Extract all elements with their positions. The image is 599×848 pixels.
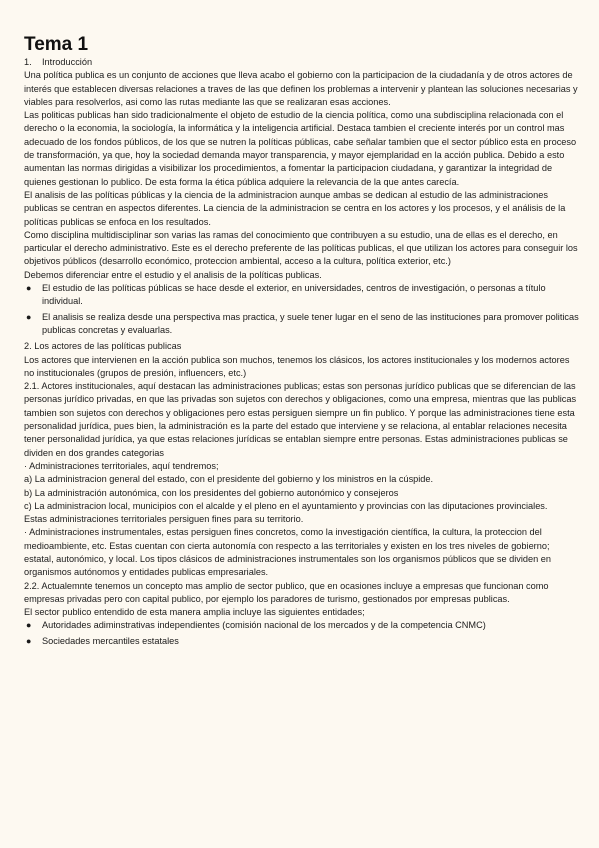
list-item	[24, 635, 581, 648]
paragraph-6: Los actores que intervienen en la acción publica son muchos, tenemos los clásicos, los actores institucionales y los modernos actores no institucionales (grupos de presión, influencers, etc.)	[24, 354, 570, 378]
bullet-icon: ●	[26, 636, 32, 647]
paragraph-14: 2.2. Actualemnte tenemos un concepto mas amplio de sector publico, que en ocasiones incluye a empresas que funcionan como empresas privadas pero con capital publico, por ejemplo los paradores de turismo, gestionados por empresas publicas.	[24, 580, 549, 604]
paragraph-15: El sector publico entendido de esta manera amplia incluye las siguientes entidades;	[24, 607, 365, 618]
paragraph-10: b) La administración autonómica, con los presidentes del gobierno autonómico y consejeros	[24, 487, 399, 498]
page-title: Tema 1	[24, 34, 89, 55]
paragraph-1: Una política publica es un conjunto de acciones que lleva acabo el gobierno con la participacion de la ciudadanía y de otros actores de interés que establecen diversas relaciones a traves de las que definen los problemas a intervenir y plantean las soluciones necesarias y viables para resolverlos, asi como las rutas mediante las que se realizaran esas acciones.	[24, 70, 578, 107]
list-item	[24, 311, 581, 338]
paragraph-5: Debemos diferenciar entre el estudio y el analisis de la políticas publicas.	[24, 269, 322, 280]
section-1-title: Introducción	[42, 57, 93, 67]
paragraph-9: a) La administracion general del estado, con el presidente del gobierno y los ministros en la cúspide.	[24, 474, 434, 485]
section-1-heading	[24, 56, 581, 69]
list-item-text: El analisis se realiza desde una perspectiva mas practica, y suele tener lugar en el seno de las instituciones para promover politicas publicas concretas y evaluarlas.	[42, 312, 579, 336]
bullet-list-2	[24, 619, 581, 648]
bullet-list-1	[24, 282, 581, 338]
paragraph-7: 2.1. Actores institucionales, aquí destacan las administraciones publicas; estas son personas jurídico publicas que se diferencian de las personas jurídico privadas, en que las privadas son sujetos con derechos y obligaciones, como una empresa, mientras que las publicas tambien son sujetos con derechos y obligaciones pero estas persiguen siempre un fin publico. Y porque las administraciones tiene esta personalidad jurídica, pues bien, la administración es la parte del estado que interviene y se relaciona, al entablar relaciones necesita tener personalidad jurídica, ya que estas relaciones jurídicas se entablan siempre entre personas. Estas administraciones publicas se dividen en dos grandes categorias	[24, 381, 577, 458]
paragraph-12: Estas administraciones territoriales persiguen fines para su territorio.	[24, 514, 304, 525]
bullet-icon: ●	[26, 620, 32, 631]
list-item	[24, 282, 581, 309]
paragraph-8: · Administraciones territoriales, aquí tendremos;	[24, 460, 219, 471]
list-item-text: Sociedades mercantiles estatales	[42, 636, 179, 647]
paragraph-11: c) La administracion local, municipios con el alcalde y el pleno en el ayuntamiento y provincias con las diputaciones provinciales.	[24, 500, 548, 511]
list-item-text: Autoridades adiminstrativas independientes (comisión nacional de los mercados y de la competencia CNMC)	[42, 620, 486, 631]
bullet-icon: ●	[26, 283, 32, 294]
section-1-number: 1.	[24, 57, 32, 67]
paragraph-4: Como disciplina multidisciplinar son varias las ramas del conocimiento que contribuyen a su estudio, una de ellas es el derecho, en particular el derecho administrativo. Este es el derecho preferente de las políticas publicas, el que utilizan los actores para conseguir los objetivos públicos (desarrollo económico, proteccion ambiental, acceso a la cultura, política exterior, etc.)	[24, 229, 578, 267]
bullet-icon: ●	[26, 312, 32, 323]
list-item	[24, 619, 581, 632]
list-item-text: El estudio de las políticas públicas se hace desde el exterior, en universidades, centros de investigación, o personas a título individual.	[42, 283, 546, 307]
paragraph-3: El analisis de las políticas públicas y la ciencia de la administracion aunque ambas se dedican al estudio de las administraciones publicas se centran en aspectos diferentes. La ciencia de la administracion se centra en los actores y los procesos, y el análisis de la políticas publicas se enfoca en los resultados.	[24, 189, 566, 227]
paragraph-13: · Administraciones instrumentales, estas persiguen fines concretos, como la investigación científica, la cultura, la proteccion del medioambiente, etc. Estas cuentan con cierta autonomía con respecto a las territoriales y existen en los tres niveles de gobierno; estatal, autonómico, y local. Los tipos clásicos de administraciones instrumentales son los organismos públicos que se dividen en organismos autónomos y entidades publicas empresariales.	[24, 527, 552, 578]
section-2-heading: 2. Los actores de las políticas publicas	[24, 341, 182, 352]
paragraph-2: Las politicas publicas han sido tradicionalmente el objeto de estudio de la ciencia política, como una subdisciplina relacionada con el derecho o la economia, la sociología, la informática y la inteligencia artificial. Destaca tambien el creciente interés por un control mas adecuado de los fondos públicos, de los que se nutren la políticas públicas, cabe señalar tambien que el sector público esta en proceso de transformación, ya que, hoy la sociedad demanda mayor transparencia, y mayor ejemplaridad en la acción publica. Debido a esto aumentan las normas dirigidas a visibilizar los procedimientos, a fomentar la participacion ciudadana, y garantizar la integridad de quienes gestionan lo publico. De esta forma la ética pública adquiere la relevancia de la que antes carecía.	[24, 110, 577, 187]
